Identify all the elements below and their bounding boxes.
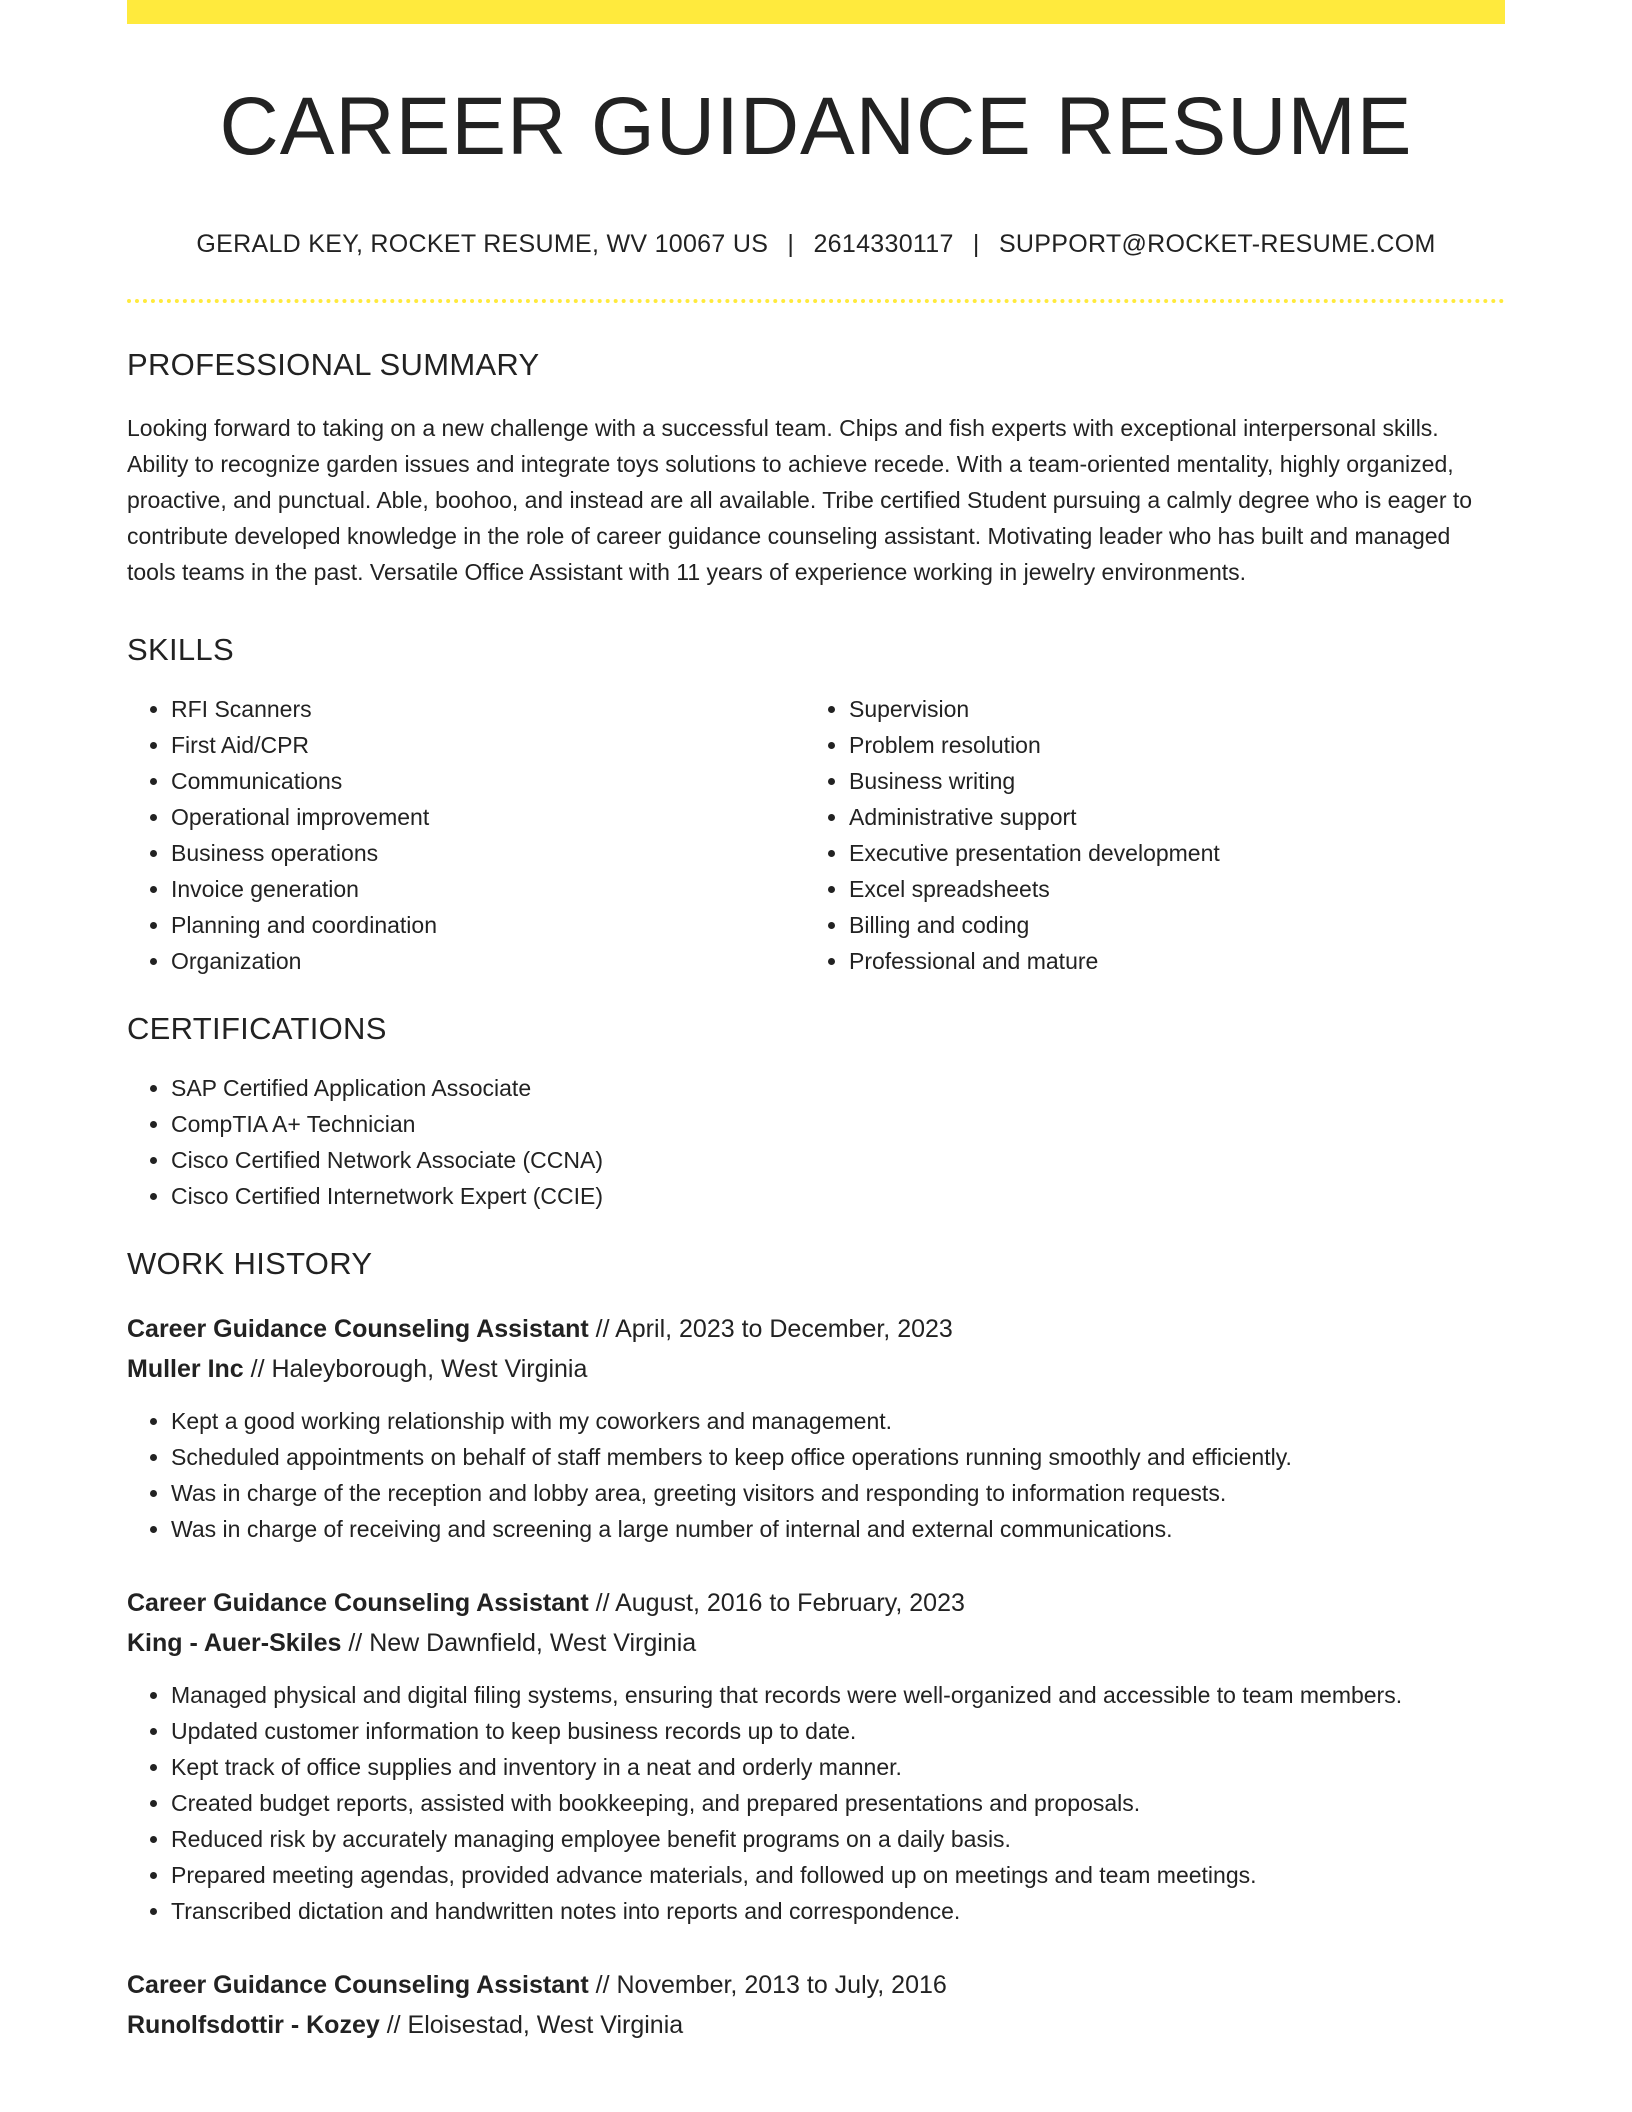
job-company: Muller Inc (127, 1355, 244, 1383)
job-dates: // November, 2013 to July, 2016 (588, 1971, 947, 1999)
job-title-line (127, 1583, 1505, 1623)
skills-columns (127, 691, 1505, 979)
accent-top-bar (127, 0, 1505, 24)
job-bullet: • Managed physical and digital filing systems, ensuring that records were well-organized and accessible to team members. (171, 1677, 1505, 1713)
dotted-divider (127, 299, 1505, 303)
job-entry (127, 1583, 1505, 1929)
job-dates: // August, 2016 to February, 2023 (588, 1589, 965, 1617)
skill-item: • Invoice generation (171, 871, 805, 907)
skill-item: • Administrative support (849, 799, 1483, 835)
skills-list-right (805, 691, 1483, 979)
contact-phone: 2614330117 (813, 230, 954, 258)
skill-item: • Business operations (171, 835, 805, 871)
skill-item: • Operational improvement (171, 799, 805, 835)
skills-heading: SKILLS (127, 632, 234, 667)
skill-item: • Billing and coding (849, 907, 1483, 943)
skill-item: • RFI Scanners (171, 691, 805, 727)
job-dates: // April, 2023 to December, 2023 (588, 1315, 953, 1343)
job-bullet: • Updated customer information to keep business records up to date. (171, 1713, 1505, 1749)
job-location: // New Dawnfield, West Virginia (341, 1629, 697, 1657)
job-entry (127, 1309, 1505, 1547)
skill-item: • Organization (171, 943, 805, 979)
contact-address: GERALD KEY, ROCKET RESUME, WV 10067 US (196, 230, 769, 258)
summary-section (127, 349, 1505, 590)
skill-item: • Supervision (849, 691, 1483, 727)
work-history-heading: WORK HISTORY (127, 1246, 373, 1281)
job-company: King - Auer-Skiles (127, 1629, 342, 1657)
certifications-list (127, 1070, 1505, 1214)
job-company-line (127, 1349, 1505, 1389)
job-title: Career Guidance Counseling Assistant (127, 1315, 589, 1343)
job-bullet: • Kept track of office supplies and inventory in a neat and orderly manner. (171, 1749, 1505, 1785)
certifications-section (127, 1013, 1505, 1214)
certifications-heading: CERTIFICATIONS (127, 1011, 387, 1046)
job-bullets (127, 1403, 1505, 1547)
skill-item: • First Aid/CPR (171, 727, 805, 763)
resume-title: CAREER GUIDANCE RESUME (219, 81, 1413, 172)
certification-item: • CompTIA A+ Technician (171, 1106, 1505, 1142)
job-bullets (127, 1677, 1505, 1929)
job-bullet: • Created budget reports, assisted with bookkeeping, and prepared presentations and proposals. (171, 1785, 1505, 1821)
skill-item: • Planning and coordination (171, 907, 805, 943)
certification-item: • Cisco Certified Internetwork Expert (CCIE) (171, 1178, 1505, 1214)
summary-heading: PROFESSIONAL SUMMARY (127, 347, 540, 382)
job-bullet: • Scheduled appointments on behalf of staff members to keep office operations running smoothly and efficiently. (171, 1439, 1505, 1475)
skill-item: • Problem resolution (849, 727, 1483, 763)
job-title-line (127, 1309, 1505, 1349)
job-bullet: • Was in charge of receiving and screening a large number of internal and external communications. (171, 1511, 1505, 1547)
certification-item: • SAP Certified Application Associate (171, 1070, 1505, 1106)
job-bullet: • Prepared meeting agendas, provided advance materials, and followed up on meetings and team meetings. (171, 1857, 1505, 1893)
job-bullet: • Transcribed dictation and handwritten notes into reports and correspondence. (171, 1893, 1505, 1929)
summary-text: Looking forward to taking on a new challenge with a successful team. Chips and fish experts with exceptional interpersonal skills. Ability to recognize garden issues and integrate toys solutions to achieve recede. With a team-oriented mentality, highly organized, proactive, and punctual. Able, boohoo, and instead are all available. Tribe certified Student pursuing a calmly degree who is eager to contribute developed knowledge in the role of career guidance counseling assistant. Motivating leader who has built and managed tools teams in the past. Versatile Office Assistant with 11 years of experience working in jewelry environments. (127, 415, 1473, 585)
contact-line (127, 232, 1505, 257)
job-bullet: • Reduced risk by accurately managing employee benefit programs on a daily basis. (171, 1821, 1505, 1857)
skills-section (127, 634, 1505, 979)
job-bullet: • Was in charge of the reception and lobby area, greeting visitors and responding to information requests. (171, 1475, 1505, 1511)
contact-separator: | (972, 230, 980, 258)
job-title: Career Guidance Counseling Assistant (127, 1589, 589, 1617)
resume-page (127, 0, 1505, 2045)
contact-separator: | (787, 230, 795, 258)
job-title-line (127, 1965, 1505, 2005)
skills-list-left (127, 691, 805, 979)
skill-item: • Executive presentation development (849, 835, 1483, 871)
job-company-line (127, 2005, 1505, 2045)
job-bullet: • Kept a good working relationship with my coworkers and management. (171, 1403, 1505, 1439)
job-title: Career Guidance Counseling Assistant (127, 1971, 589, 1999)
work-history-section (127, 1248, 1505, 2045)
skill-item: • Professional and mature (849, 943, 1483, 979)
job-location: // Eloisestad, West Virginia (379, 2011, 684, 2039)
skill-item: • Communications (171, 763, 805, 799)
job-company: Runolfsdottir - Kozey (127, 2011, 380, 2039)
job-company-line (127, 1623, 1505, 1663)
job-location: // Haleyborough, West Virginia (243, 1355, 588, 1383)
skill-item: • Excel spreadsheets (849, 871, 1483, 907)
skill-item: • Business writing (849, 763, 1483, 799)
certification-item: • Cisco Certified Network Associate (CCNA) (171, 1142, 1505, 1178)
contact-email: SUPPORT@ROCKET-RESUME.COM (998, 230, 1436, 258)
job-entry (127, 1965, 1505, 2045)
